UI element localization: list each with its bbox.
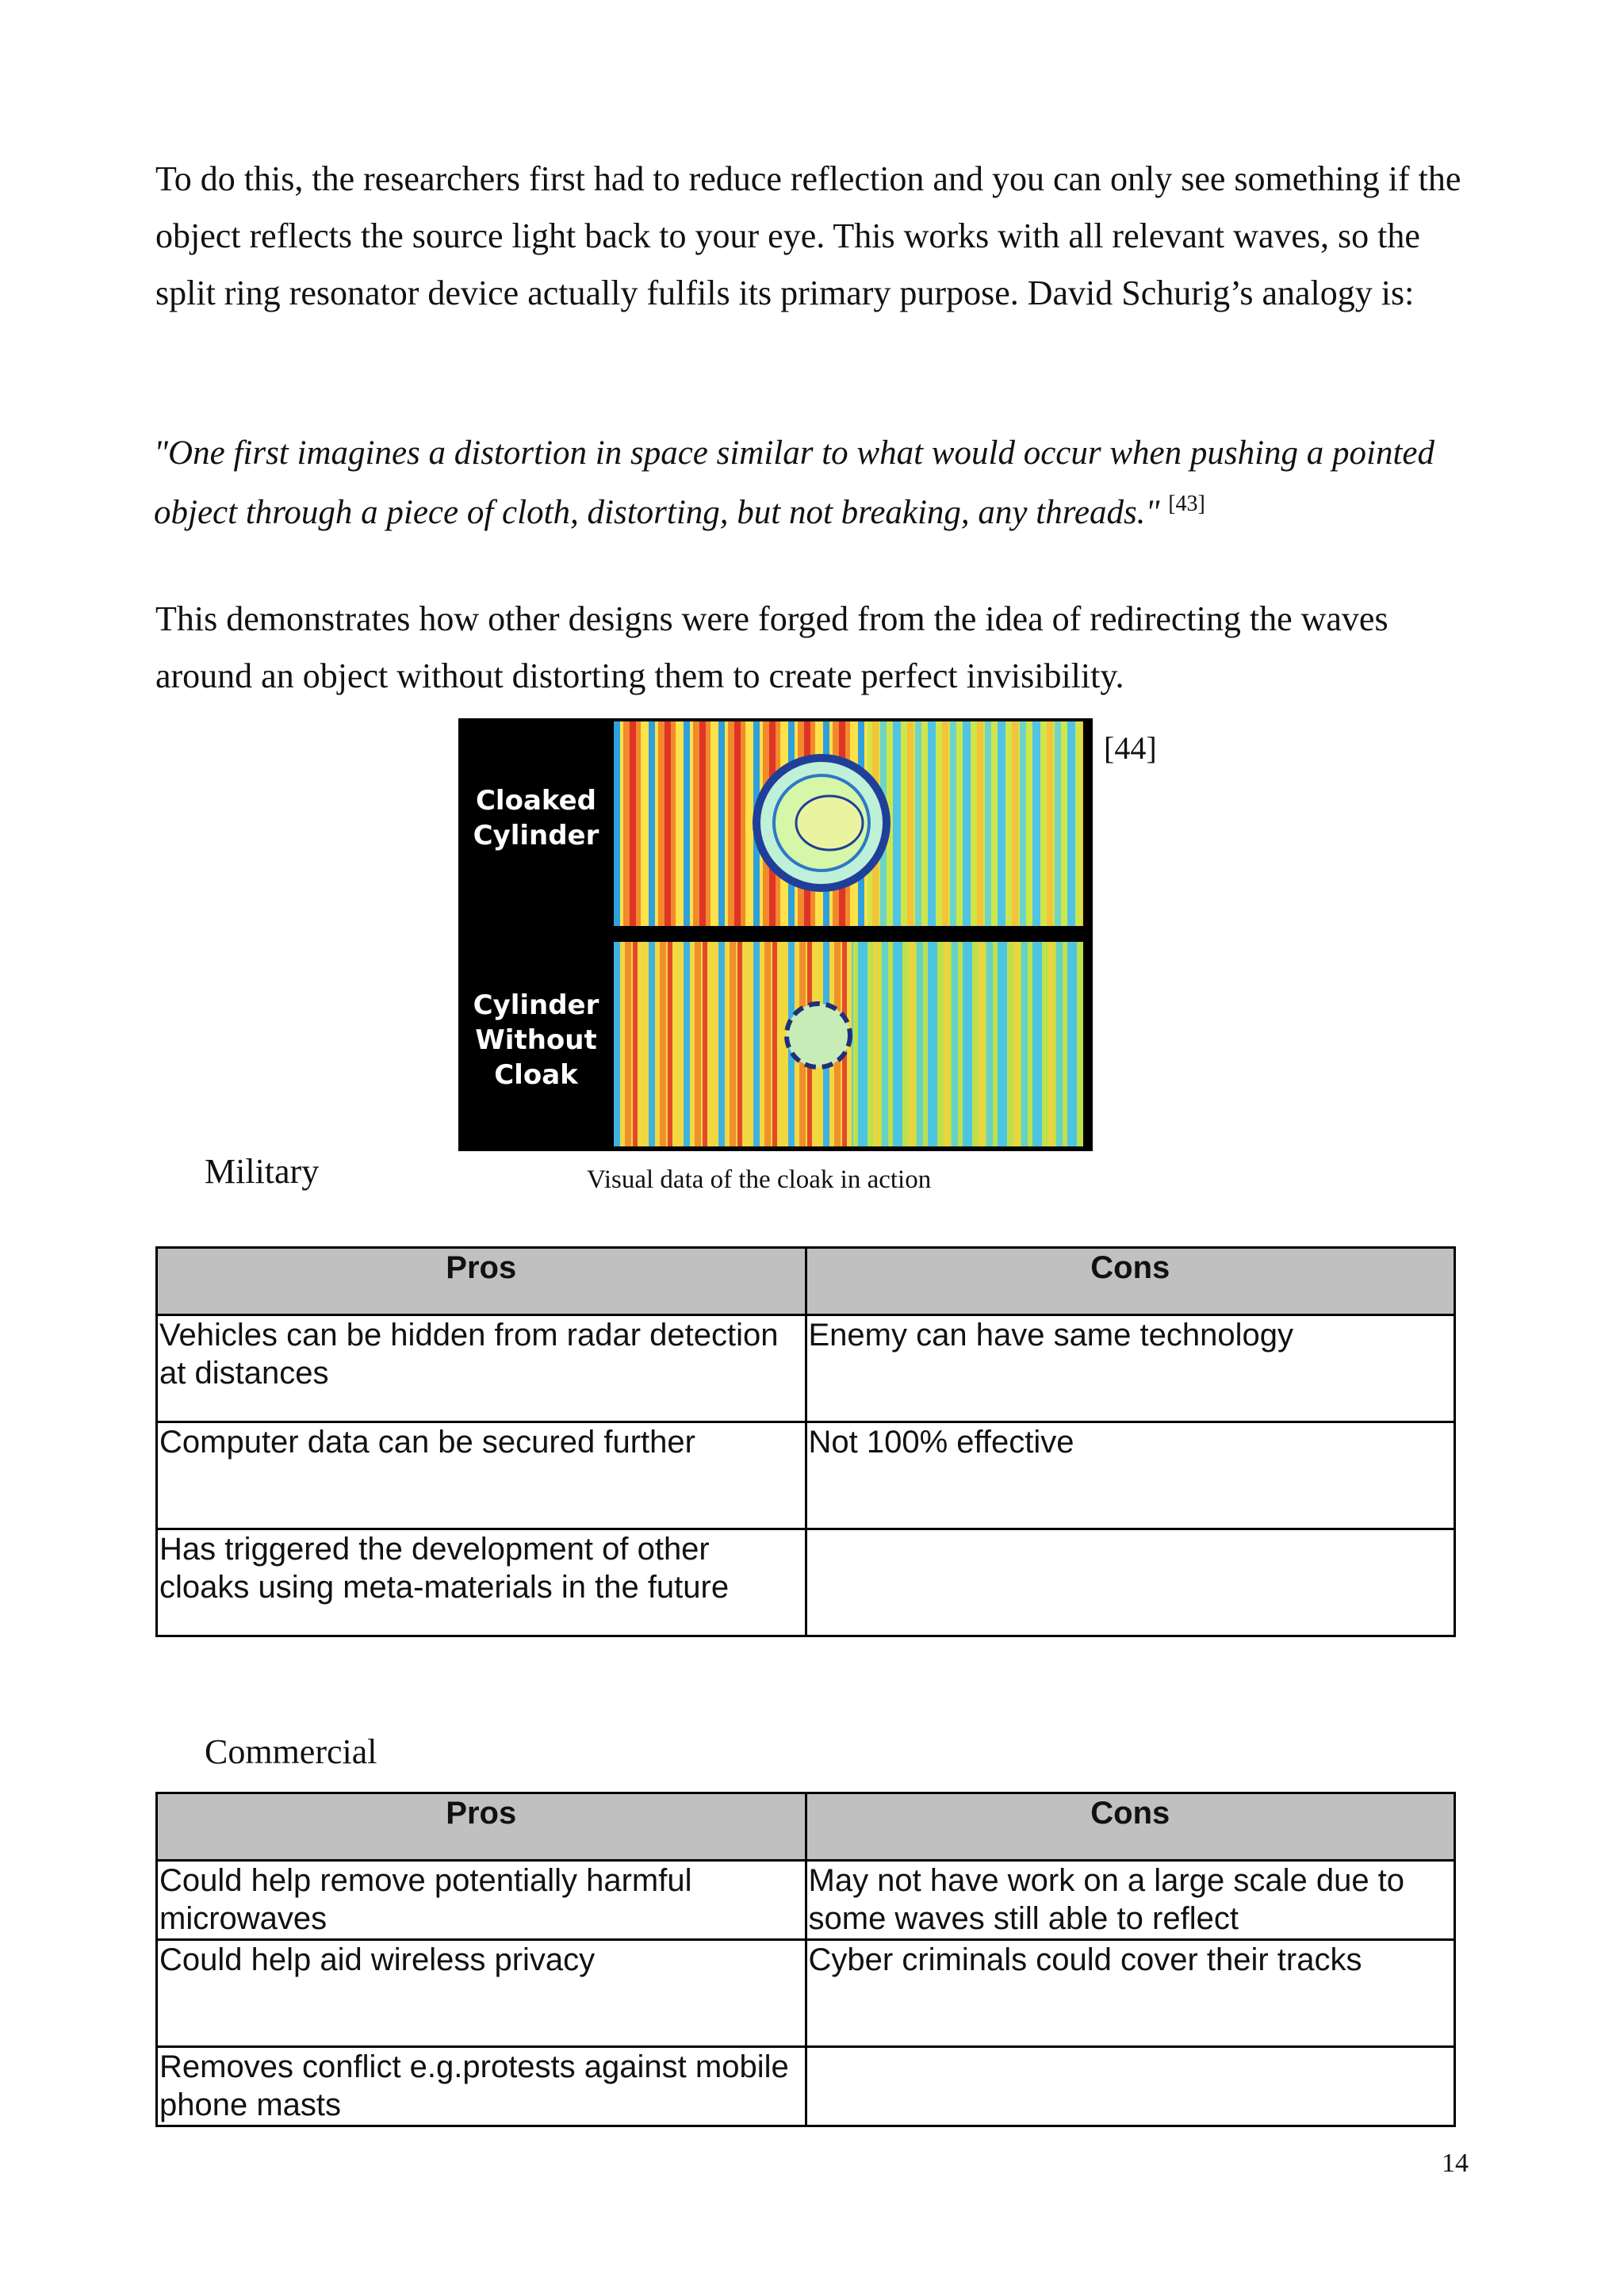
uncloaked-wave-panel bbox=[614, 942, 1083, 1146]
cons-cell: Cyber criminals could cover their tracks bbox=[806, 1940, 1455, 2047]
figure-label-cloaked: Cloaked Cylinder bbox=[473, 785, 599, 851]
pros-header: Pros bbox=[157, 1793, 806, 1861]
pros-header: Pros bbox=[157, 1248, 806, 1315]
pros-cell: Could help aid wireless privacy bbox=[157, 1940, 806, 2047]
cons-cell: Enemy can have same technology bbox=[806, 1315, 1455, 1422]
cons-cell: Not 100% effective bbox=[806, 1422, 1455, 1529]
cloaked-wave-panel bbox=[614, 721, 1083, 926]
table-row bbox=[157, 2047, 1455, 2126]
table-row bbox=[157, 1861, 1455, 1940]
quote-text: "One first imagines a distortion in space similar to what would occur when pushing a pointed object through a piece of cloth, distorting, but not breaking, any threads." bbox=[154, 434, 1435, 531]
page-number: 14 bbox=[1442, 2149, 1469, 2178]
intro-paragraph: To do this, the researchers first had to reduce reflection and you can only see something if the object reflects the source light back to your eye. This works with all relevant waves, so the split ring resonator device actually fulfils its primary purpose. David Schurig’s analogy is: bbox=[155, 159, 1461, 312]
cons-cell bbox=[806, 1529, 1455, 1636]
pros-cell: Could help remove potentially harmful microwaves bbox=[157, 1861, 806, 1940]
pros-cell: Computer data can be secured further bbox=[157, 1422, 806, 1529]
table-header-row bbox=[157, 1793, 1455, 1861]
commercial-heading: Commercial bbox=[205, 1732, 377, 1771]
cons-header: Cons bbox=[806, 1248, 1455, 1315]
pros-cell: Has triggered the development of other cloaks using meta-materials in the future bbox=[157, 1529, 806, 1636]
pros-cell: Vehicles can be hidden from radar detection at distances bbox=[157, 1315, 806, 1422]
table-header-row bbox=[157, 1248, 1455, 1315]
cloak-wave-figure bbox=[458, 718, 1093, 1151]
design-paragraph: This demonstrates how other designs were forged from the idea of redirecting the waves around an object without distorting them to create perfect invisibility. bbox=[155, 599, 1388, 695]
military-pros-cons-table bbox=[155, 1246, 1456, 1637]
pros-cell: Removes conflict e.g.protests against mobile phone masts bbox=[157, 2047, 806, 2126]
table-row bbox=[157, 1422, 1455, 1529]
figure-caption: Visual data of the cloak in action bbox=[587, 1165, 932, 1194]
quote-citation: [43] bbox=[1168, 492, 1205, 516]
commercial-pros-cons-table bbox=[155, 1792, 1456, 2127]
schurig-quote bbox=[154, 428, 1502, 538]
cons-header: Cons bbox=[806, 1793, 1455, 1861]
table-row bbox=[157, 1315, 1455, 1422]
table-row bbox=[157, 1940, 1455, 2047]
figure-citation: [44] bbox=[1104, 730, 1157, 766]
cons-cell: May not have work on a large scale due to some waves still able to reflect bbox=[806, 1861, 1455, 1940]
military-heading: Military bbox=[205, 1152, 320, 1191]
cons-cell bbox=[806, 2047, 1455, 2126]
table-row bbox=[157, 1529, 1455, 1636]
figure-label-uncloaked: Cylinder Without Cloak bbox=[473, 989, 599, 1091]
